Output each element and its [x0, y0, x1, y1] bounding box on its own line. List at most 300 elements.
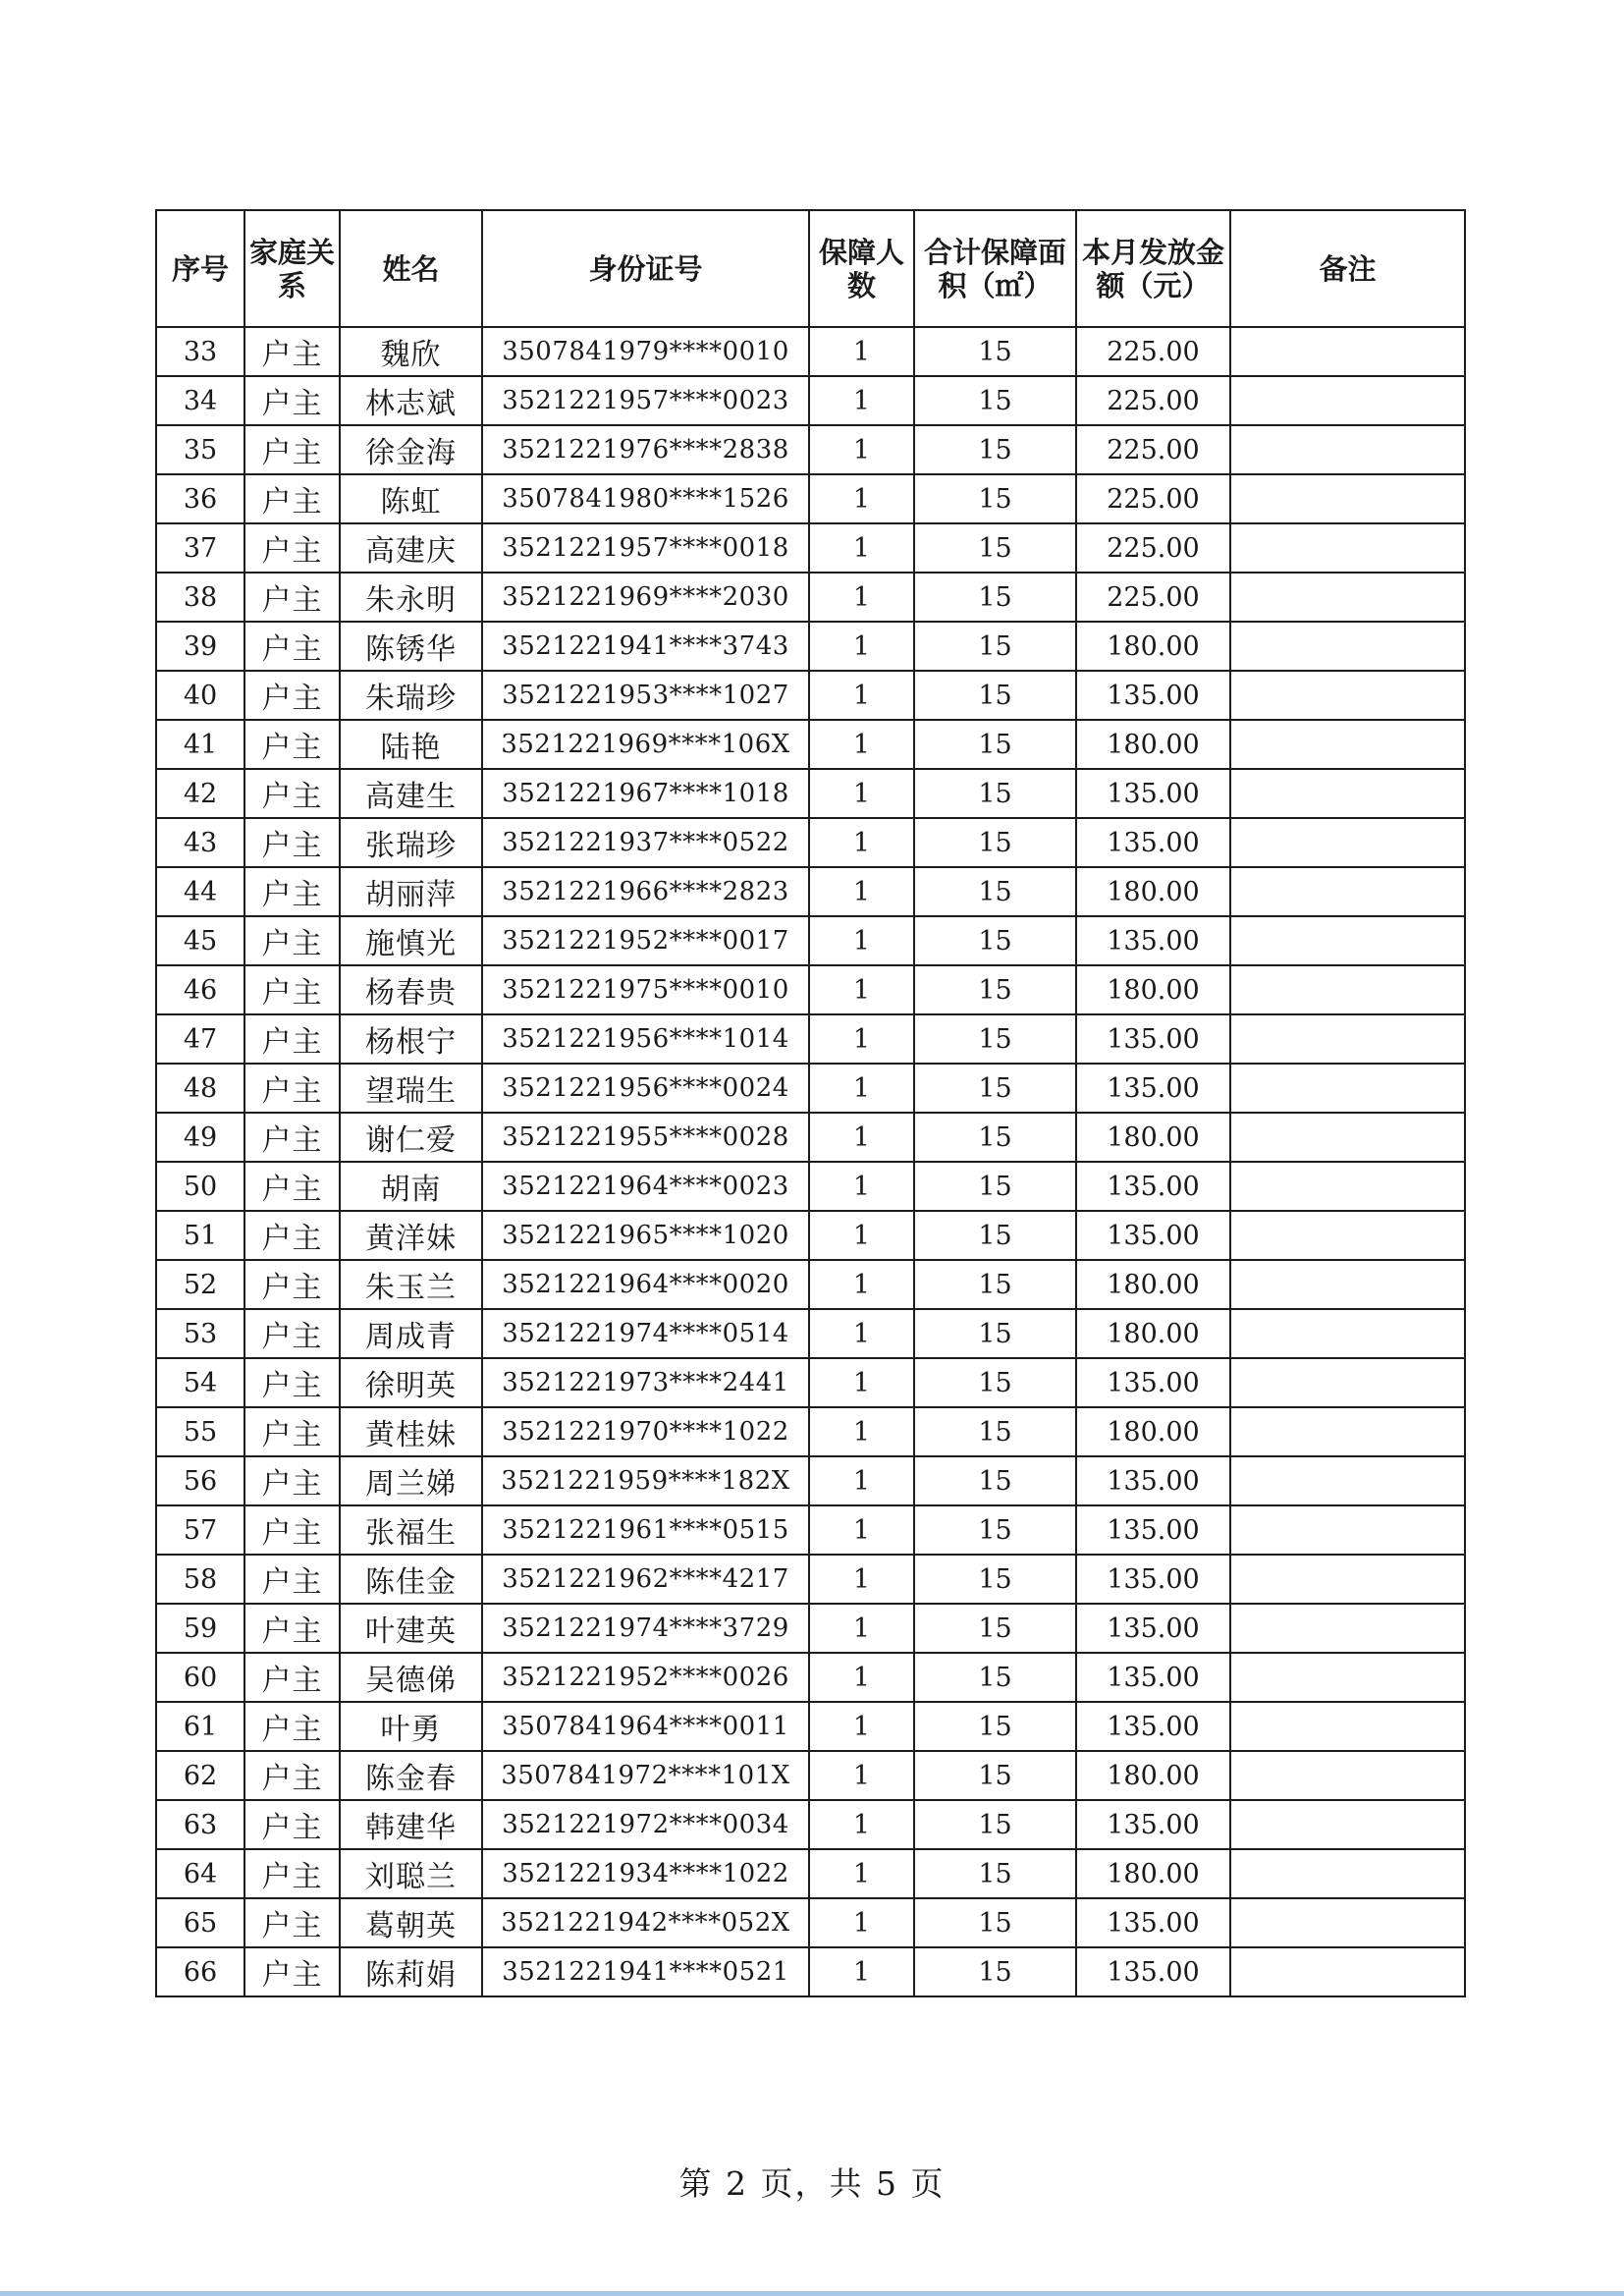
- cell-relation: 户主: [244, 425, 340, 474]
- cell-id-number: 3521221962****4217: [482, 1555, 809, 1604]
- cell-area: 15: [914, 1604, 1076, 1653]
- cell-name: 黄洋妹: [340, 1211, 482, 1260]
- cell-amount: 135.00: [1076, 1456, 1230, 1505]
- cell-area: 15: [914, 1702, 1076, 1751]
- cell-area: 15: [914, 1064, 1076, 1113]
- cell-seq: 41: [156, 720, 244, 769]
- cell-seq: 51: [156, 1211, 244, 1260]
- cell-area: 15: [914, 867, 1076, 916]
- cell-persons: 1: [809, 1947, 914, 1996]
- cell-area: 15: [914, 573, 1076, 622]
- cell-seq: 65: [156, 1898, 244, 1947]
- cell-amount: 180.00: [1076, 1751, 1230, 1800]
- cell-id-number: 3521221956****0024: [482, 1064, 809, 1113]
- cell-id-number: 3521221953****1027: [482, 671, 809, 720]
- table-row: [156, 1800, 1465, 1849]
- cell-amount: 135.00: [1076, 1211, 1230, 1260]
- cell-relation: 户主: [244, 1751, 340, 1800]
- cell-amount: 135.00: [1076, 1604, 1230, 1653]
- cell-id-number: 3521221969****2030: [482, 573, 809, 622]
- cell-remark: [1230, 1407, 1465, 1456]
- cell-remark: [1230, 1604, 1465, 1653]
- scan-edge-strip: [0, 2291, 1624, 2296]
- cell-amount: 180.00: [1076, 1260, 1230, 1309]
- cell-persons: 1: [809, 1064, 914, 1113]
- cell-remark: [1230, 1456, 1465, 1505]
- cell-seq: 39: [156, 622, 244, 671]
- cell-name: 朱玉兰: [340, 1260, 482, 1309]
- cell-name: 望瑞生: [340, 1064, 482, 1113]
- table-row: [156, 1898, 1465, 1947]
- cell-remark: [1230, 720, 1465, 769]
- cell-name: 叶建英: [340, 1604, 482, 1653]
- cell-id-number: 3507841964****0011: [482, 1702, 809, 1751]
- cell-remark: [1230, 622, 1465, 671]
- cell-remark: [1230, 327, 1465, 376]
- cell-name: 吴德俤: [340, 1653, 482, 1702]
- cell-name: 谢仁爱: [340, 1113, 482, 1162]
- cell-amount: 135.00: [1076, 1555, 1230, 1604]
- cell-name: 张福生: [340, 1505, 482, 1555]
- cell-id-number: 3521221957****0023: [482, 376, 809, 425]
- cell-name: 胡丽萍: [340, 867, 482, 916]
- cell-persons: 1: [809, 1898, 914, 1947]
- cell-persons: 1: [809, 1555, 914, 1604]
- cell-amount: 225.00: [1076, 425, 1230, 474]
- table-row: [156, 425, 1465, 474]
- cell-amount: 135.00: [1076, 1653, 1230, 1702]
- cell-id-number: 3521221969****106X: [482, 720, 809, 769]
- table-row: [156, 474, 1465, 523]
- cell-area: 15: [914, 622, 1076, 671]
- cell-seq: 56: [156, 1456, 244, 1505]
- table-row: [156, 622, 1465, 671]
- cell-persons: 1: [809, 720, 914, 769]
- cell-remark: [1230, 1555, 1465, 1604]
- cell-area: 15: [914, 376, 1076, 425]
- cell-amount: 135.00: [1076, 671, 1230, 720]
- cell-relation: 户主: [244, 671, 340, 720]
- cell-seq: 58: [156, 1555, 244, 1604]
- cell-remark: [1230, 965, 1465, 1014]
- cell-amount: 135.00: [1076, 1358, 1230, 1407]
- header-area: 合计保障面积（㎡）: [914, 210, 1076, 327]
- cell-seq: 53: [156, 1309, 244, 1358]
- cell-seq: 60: [156, 1653, 244, 1702]
- cell-persons: 1: [809, 1211, 914, 1260]
- cell-remark: [1230, 1162, 1465, 1211]
- header-remark: 备注: [1230, 210, 1465, 327]
- cell-amount: 135.00: [1076, 1800, 1230, 1849]
- cell-amount: 135.00: [1076, 1947, 1230, 1996]
- cell-relation: 户主: [244, 622, 340, 671]
- cell-name: 陈金春: [340, 1751, 482, 1800]
- cell-area: 15: [914, 327, 1076, 376]
- subsidy-table: [155, 209, 1466, 1997]
- header-persons: 保障人数: [809, 210, 914, 327]
- cell-id-number: 3507841979****0010: [482, 327, 809, 376]
- cell-area: 15: [914, 818, 1076, 867]
- cell-relation: 户主: [244, 769, 340, 818]
- cell-remark: [1230, 818, 1465, 867]
- cell-area: 15: [914, 474, 1076, 523]
- cell-persons: 1: [809, 916, 914, 965]
- cell-seq: 50: [156, 1162, 244, 1211]
- cell-seq: 47: [156, 1014, 244, 1064]
- cell-area: 15: [914, 1456, 1076, 1505]
- cell-seq: 35: [156, 425, 244, 474]
- cell-persons: 1: [809, 965, 914, 1014]
- cell-persons: 1: [809, 425, 914, 474]
- cell-persons: 1: [809, 1849, 914, 1898]
- cell-persons: 1: [809, 1604, 914, 1653]
- cell-remark: [1230, 1211, 1465, 1260]
- cell-id-number: 3521221974****3729: [482, 1604, 809, 1653]
- cell-relation: 户主: [244, 965, 340, 1014]
- cell-relation: 户主: [244, 1162, 340, 1211]
- table-row: [156, 1456, 1465, 1505]
- cell-persons: 1: [809, 671, 914, 720]
- cell-relation: 户主: [244, 1309, 340, 1358]
- table-row: [156, 327, 1465, 376]
- table-body: [156, 327, 1465, 1996]
- table-row: [156, 671, 1465, 720]
- cell-amount: 135.00: [1076, 1898, 1230, 1947]
- table-row: [156, 1113, 1465, 1162]
- cell-remark: [1230, 1849, 1465, 1898]
- cell-relation: 户主: [244, 1800, 340, 1849]
- cell-id-number: 3521221965****1020: [482, 1211, 809, 1260]
- cell-area: 15: [914, 671, 1076, 720]
- cell-relation: 户主: [244, 1064, 340, 1113]
- cell-amount: 180.00: [1076, 622, 1230, 671]
- table-row: [156, 1751, 1465, 1800]
- cell-remark: [1230, 1260, 1465, 1309]
- cell-id-number: 3521221973****2441: [482, 1358, 809, 1407]
- cell-relation: 户主: [244, 1113, 340, 1162]
- cell-amount: 180.00: [1076, 965, 1230, 1014]
- cell-seq: 43: [156, 818, 244, 867]
- cell-relation: 户主: [244, 1555, 340, 1604]
- cell-relation: 户主: [244, 720, 340, 769]
- cell-id-number: 3521221964****0020: [482, 1260, 809, 1309]
- cell-name: 杨春贵: [340, 965, 482, 1014]
- cell-persons: 1: [809, 769, 914, 818]
- cell-seq: 40: [156, 671, 244, 720]
- cell-remark: [1230, 425, 1465, 474]
- cell-persons: 1: [809, 1702, 914, 1751]
- page-footer: 第 2 页，共 5 页: [678, 2164, 946, 2203]
- cell-seq: 44: [156, 867, 244, 916]
- cell-remark: [1230, 769, 1465, 818]
- cell-remark: [1230, 376, 1465, 425]
- cell-persons: 1: [809, 573, 914, 622]
- cell-id-number: 3521221956****1014: [482, 1014, 809, 1064]
- cell-seq: 55: [156, 1407, 244, 1456]
- cell-id-number: 3521221955****0028: [482, 1113, 809, 1162]
- cell-amount: 135.00: [1076, 769, 1230, 818]
- cell-relation: 户主: [244, 1358, 340, 1407]
- cell-persons: 1: [809, 867, 914, 916]
- table-row: [156, 376, 1465, 425]
- header-relation: 家庭关系: [244, 210, 340, 327]
- cell-relation: 户主: [244, 327, 340, 376]
- table-row: [156, 965, 1465, 1014]
- cell-relation: 户主: [244, 523, 340, 573]
- cell-seq: 37: [156, 523, 244, 573]
- cell-id-number: 3521221934****1022: [482, 1849, 809, 1898]
- cell-id-number: 3507841972****101X: [482, 1751, 809, 1800]
- cell-seq: 57: [156, 1505, 244, 1555]
- cell-persons: 1: [809, 523, 914, 573]
- cell-relation: 户主: [244, 573, 340, 622]
- cell-area: 15: [914, 1014, 1076, 1064]
- cell-amount: 135.00: [1076, 916, 1230, 965]
- cell-amount: 225.00: [1076, 573, 1230, 622]
- cell-seq: 34: [156, 376, 244, 425]
- cell-amount: 135.00: [1076, 1162, 1230, 1211]
- cell-seq: 36: [156, 474, 244, 523]
- cell-area: 15: [914, 1309, 1076, 1358]
- cell-remark: [1230, 1113, 1465, 1162]
- cell-remark: [1230, 1064, 1465, 1113]
- cell-relation: 户主: [244, 1604, 340, 1653]
- cell-name: 施慎光: [340, 916, 482, 965]
- cell-name: 徐金海: [340, 425, 482, 474]
- cell-id-number: 3521221970****1022: [482, 1407, 809, 1456]
- cell-id-number: 3521221941****3743: [482, 622, 809, 671]
- header-id-number: 身份证号: [482, 210, 809, 327]
- cell-persons: 1: [809, 1407, 914, 1456]
- cell-name: 葛朝英: [340, 1898, 482, 1947]
- cell-persons: 1: [809, 1260, 914, 1309]
- cell-id-number: 3521221966****2823: [482, 867, 809, 916]
- cell-amount: 135.00: [1076, 1702, 1230, 1751]
- cell-persons: 1: [809, 1358, 914, 1407]
- table-row: [156, 1162, 1465, 1211]
- cell-remark: [1230, 1358, 1465, 1407]
- cell-persons: 1: [809, 1014, 914, 1064]
- cell-area: 15: [914, 916, 1076, 965]
- cell-name: 陈佳金: [340, 1555, 482, 1604]
- cell-id-number: 3521221937****0522: [482, 818, 809, 867]
- cell-amount: 180.00: [1076, 1849, 1230, 1898]
- cell-persons: 1: [809, 1456, 914, 1505]
- cell-id-number: 3521221952****0026: [482, 1653, 809, 1702]
- table-row: [156, 1407, 1465, 1456]
- cell-area: 15: [914, 1407, 1076, 1456]
- table-row: [156, 1211, 1465, 1260]
- cell-id-number: 3521221976****2838: [482, 425, 809, 474]
- cell-relation: 户主: [244, 867, 340, 916]
- cell-relation: 户主: [244, 1898, 340, 1947]
- cell-id-number: 3507841980****1526: [482, 474, 809, 523]
- cell-seq: 48: [156, 1064, 244, 1113]
- cell-name: 胡南: [340, 1162, 482, 1211]
- table-row: [156, 1702, 1465, 1751]
- cell-name: 杨根宁: [340, 1014, 482, 1064]
- cell-seq: 45: [156, 916, 244, 965]
- cell-remark: [1230, 1309, 1465, 1358]
- cell-area: 15: [914, 1800, 1076, 1849]
- cell-amount: 225.00: [1076, 376, 1230, 425]
- cell-name: 陈锈华: [340, 622, 482, 671]
- cell-name: 朱瑞珍: [340, 671, 482, 720]
- table-row: [156, 867, 1465, 916]
- cell-persons: 1: [809, 327, 914, 376]
- cell-amount: 180.00: [1076, 867, 1230, 916]
- cell-area: 15: [914, 1358, 1076, 1407]
- table-row: [156, 1653, 1465, 1702]
- cell-relation: 户主: [244, 818, 340, 867]
- header-name: 姓名: [340, 210, 482, 327]
- cell-persons: 1: [809, 376, 914, 425]
- cell-seq: 49: [156, 1113, 244, 1162]
- cell-persons: 1: [809, 474, 914, 523]
- cell-remark: [1230, 1947, 1465, 1996]
- cell-id-number: 3521221974****0514: [482, 1309, 809, 1358]
- cell-seq: 38: [156, 573, 244, 622]
- cell-name: 陈莉娟: [340, 1947, 482, 1996]
- cell-id-number: 3521221967****1018: [482, 769, 809, 818]
- cell-relation: 户主: [244, 1505, 340, 1555]
- table-row: [156, 818, 1465, 867]
- cell-persons: 1: [809, 1653, 914, 1702]
- cell-area: 15: [914, 1113, 1076, 1162]
- cell-remark: [1230, 1898, 1465, 1947]
- cell-seq: 42: [156, 769, 244, 818]
- cell-name: 陈虹: [340, 474, 482, 523]
- cell-amount: 225.00: [1076, 523, 1230, 573]
- cell-relation: 户主: [244, 1260, 340, 1309]
- cell-id-number: 3521221975****0010: [482, 965, 809, 1014]
- table-row: [156, 1947, 1465, 1996]
- table-row: [156, 1358, 1465, 1407]
- cell-relation: 户主: [244, 474, 340, 523]
- cell-name: 陆艳: [340, 720, 482, 769]
- cell-name: 刘聪兰: [340, 1849, 482, 1898]
- cell-name: 魏欣: [340, 327, 482, 376]
- cell-remark: [1230, 573, 1465, 622]
- cell-area: 15: [914, 965, 1076, 1014]
- cell-amount: 135.00: [1076, 1505, 1230, 1555]
- cell-relation: 户主: [244, 1211, 340, 1260]
- table-row: [156, 1309, 1465, 1358]
- header-amount: 本月发放金额（元）: [1076, 210, 1230, 327]
- cell-area: 15: [914, 1751, 1076, 1800]
- cell-remark: [1230, 523, 1465, 573]
- cell-persons: 1: [809, 622, 914, 671]
- cell-name: 周成青: [340, 1309, 482, 1358]
- cell-remark: [1230, 1800, 1465, 1849]
- cell-persons: 1: [809, 1505, 914, 1555]
- cell-persons: 1: [809, 1162, 914, 1211]
- cell-area: 15: [914, 1653, 1076, 1702]
- cell-area: 15: [914, 769, 1076, 818]
- cell-area: 15: [914, 1211, 1076, 1260]
- cell-amount: 180.00: [1076, 1309, 1230, 1358]
- cell-seq: 61: [156, 1702, 244, 1751]
- cell-name: 高建生: [340, 769, 482, 818]
- table-row: [156, 1555, 1465, 1604]
- table-header-row: [156, 210, 1465, 327]
- cell-amount: 225.00: [1076, 474, 1230, 523]
- cell-seq: 46: [156, 965, 244, 1014]
- cell-remark: [1230, 671, 1465, 720]
- cell-id-number: 3521221972****0034: [482, 1800, 809, 1849]
- cell-relation: 户主: [244, 376, 340, 425]
- cell-seq: 62: [156, 1751, 244, 1800]
- cell-remark: [1230, 1014, 1465, 1064]
- cell-id-number: 3521221964****0023: [482, 1162, 809, 1211]
- cell-seq: 59: [156, 1604, 244, 1653]
- cell-remark: [1230, 916, 1465, 965]
- cell-amount: 180.00: [1076, 1113, 1230, 1162]
- cell-persons: 1: [809, 1751, 914, 1800]
- cell-area: 15: [914, 425, 1076, 474]
- cell-seq: 64: [156, 1849, 244, 1898]
- cell-amount: 180.00: [1076, 1407, 1230, 1456]
- header-seq: 序号: [156, 210, 244, 327]
- cell-relation: 户主: [244, 1407, 340, 1456]
- cell-area: 15: [914, 1505, 1076, 1555]
- cell-relation: 户主: [244, 1947, 340, 1996]
- cell-seq: 54: [156, 1358, 244, 1407]
- cell-id-number: 3521221959****182X: [482, 1456, 809, 1505]
- cell-remark: [1230, 1702, 1465, 1751]
- table-row: [156, 523, 1465, 573]
- cell-area: 15: [914, 720, 1076, 769]
- cell-remark: [1230, 1653, 1465, 1702]
- cell-amount: 135.00: [1076, 1064, 1230, 1113]
- cell-seq: 63: [156, 1800, 244, 1849]
- cell-remark: [1230, 1505, 1465, 1555]
- cell-amount: 180.00: [1076, 720, 1230, 769]
- cell-area: 15: [914, 1849, 1076, 1898]
- cell-relation: 户主: [244, 1653, 340, 1702]
- cell-name: 韩建华: [340, 1800, 482, 1849]
- table-row: [156, 1849, 1465, 1898]
- cell-amount: 225.00: [1076, 327, 1230, 376]
- cell-name: 叶勇: [340, 1702, 482, 1751]
- table-row: [156, 720, 1465, 769]
- cell-relation: 户主: [244, 1014, 340, 1064]
- cell-remark: [1230, 474, 1465, 523]
- table-row: [156, 1014, 1465, 1064]
- cell-name: 徐明英: [340, 1358, 482, 1407]
- table-row: [156, 1604, 1465, 1653]
- table-row: [156, 769, 1465, 818]
- cell-id-number: 3521221941****0521: [482, 1947, 809, 1996]
- cell-name: 黄桂妹: [340, 1407, 482, 1456]
- cell-id-number: 3521221952****0017: [482, 916, 809, 965]
- cell-amount: 135.00: [1076, 1014, 1230, 1064]
- cell-name: 张瑞珍: [340, 818, 482, 867]
- table-row: [156, 916, 1465, 965]
- cell-name: 朱永明: [340, 573, 482, 622]
- cell-relation: 户主: [244, 1702, 340, 1751]
- cell-remark: [1230, 867, 1465, 916]
- cell-relation: 户主: [244, 1849, 340, 1898]
- cell-remark: [1230, 1751, 1465, 1800]
- cell-amount: 135.00: [1076, 818, 1230, 867]
- cell-seq: 66: [156, 1947, 244, 1996]
- cell-id-number: 3521221957****0018: [482, 523, 809, 573]
- cell-area: 15: [914, 1260, 1076, 1309]
- cell-area: 15: [914, 1555, 1076, 1604]
- cell-persons: 1: [809, 1113, 914, 1162]
- cell-area: 15: [914, 1162, 1076, 1211]
